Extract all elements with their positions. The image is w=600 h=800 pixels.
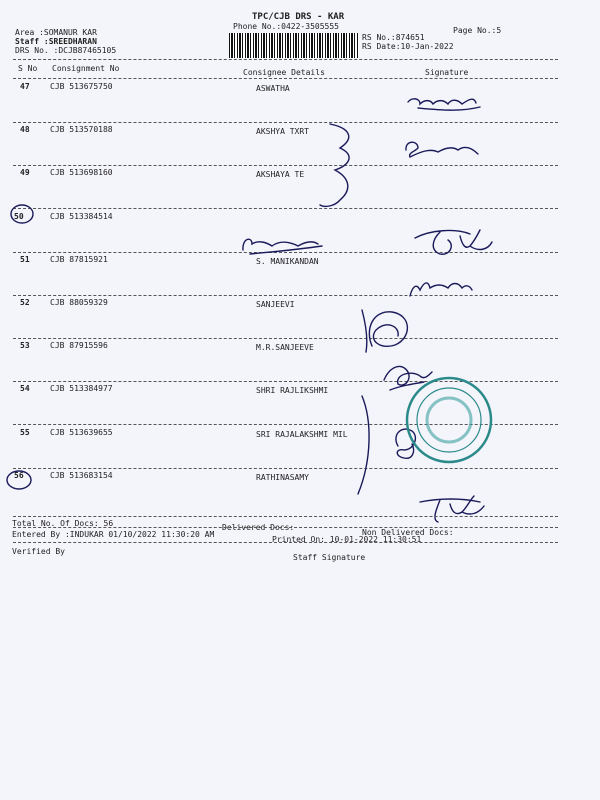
column-header-consignment: Consignment No (52, 64, 120, 73)
row-consignment-no: CJB 513698160 (50, 168, 113, 177)
page-number: Page No.:5 (453, 26, 502, 35)
row-consignment-no: CJB 513639655 (50, 428, 113, 437)
column-header-consignee: Consignee Details (243, 68, 325, 77)
row-consignee-name: SRI RAJALAKSHMI MIL (256, 430, 348, 439)
row-consignee-name: AKSHYA TXRT (256, 127, 309, 136)
verified-by: Verified By (12, 547, 65, 556)
total-docs: Total No. Of Docs: 56 (12, 519, 114, 528)
office-stamp (407, 378, 491, 462)
row-consignment-no: CJB 513384514 (50, 212, 113, 221)
footer-divider-top (13, 516, 558, 517)
staff-signature-label: Staff Signature (293, 553, 366, 562)
footer-divider-mid (13, 527, 558, 528)
area-label: Area :SOMANUR KAR (15, 28, 97, 37)
row-consignment-no: CJB 513384977 (50, 384, 113, 393)
document-title: TPC/CJB DRS - KAR (252, 12, 345, 22)
row-consignment-no: CJB 87815921 (50, 255, 108, 264)
row-sno: 54 (20, 384, 30, 393)
row-consignee-name: SHRI RAJLIKSHMI (256, 386, 329, 395)
row-consignment-no: CJB 513683154 (50, 471, 113, 480)
circle-mark-row56 (7, 471, 31, 489)
staff-label: Staff :SREEDHARAN (15, 37, 97, 46)
entered-by: Entered By :INDUKAR 01/10/2022 11:30:20 AM (12, 530, 215, 539)
signature-row51-left (243, 239, 322, 254)
row-consignee-name: SANJEEVI (256, 300, 295, 309)
column-header-signature: Signature (425, 68, 469, 77)
row-consignment-no: CJB 87915596 (50, 341, 108, 350)
row-sno: 52 (20, 298, 30, 307)
row-sno: 51 (20, 255, 30, 264)
row-consignment-no: CJB 88059329 (50, 298, 108, 307)
row-sno: 55 (20, 428, 30, 437)
circle-mark-row50 (11, 205, 33, 223)
non-delivered-docs: Non Delivered Docs: (362, 528, 454, 537)
row-sno: 49 (20, 168, 30, 177)
printed-on: Printed On: 10-01-2022 11:30:51 (272, 535, 422, 544)
row-consignee-name: AKSHAYA TE (256, 170, 305, 179)
signature-row51-right (415, 230, 492, 254)
brace-mark (320, 124, 349, 206)
phone-number: Phone No.:0422-3505555 (233, 22, 339, 31)
signature-row48 (406, 142, 478, 157)
row-consignment-no: CJB 513570188 (50, 125, 113, 134)
signature-row52 (410, 283, 472, 296)
row-sno: 53 (20, 341, 30, 350)
signature-row55 (396, 429, 415, 458)
rs-date: RS Date:10-Jan-2022 (362, 42, 454, 51)
signature-row56 (420, 496, 484, 522)
row-sno: 47 (20, 82, 30, 91)
signature-row53 (362, 310, 407, 352)
row-consignee-name: M.R.SANJEEVE (256, 343, 314, 352)
row-sno: 50 (14, 212, 24, 221)
row-sno: 56 (14, 471, 24, 480)
signature-row47 (408, 99, 480, 110)
delivered-docs: Delivered Docs: (222, 523, 295, 532)
row-consignee-name: RATHINASAMY (256, 473, 309, 482)
drs-number: DRS No. :DCJB87465105 (15, 46, 117, 55)
bracket-mark (358, 396, 369, 494)
rs-number: RS No.:874651 (362, 33, 425, 42)
row-consignee-name: S. MANIKANDAN (256, 257, 319, 266)
footer-divider-bottom (13, 542, 558, 543)
row-consignee-name: ASWATHA (256, 84, 290, 93)
row-sno: 48 (20, 125, 30, 134)
row-consignment-no: CJB 513675750 (50, 82, 113, 91)
column-header-sno: S No (18, 64, 38, 73)
